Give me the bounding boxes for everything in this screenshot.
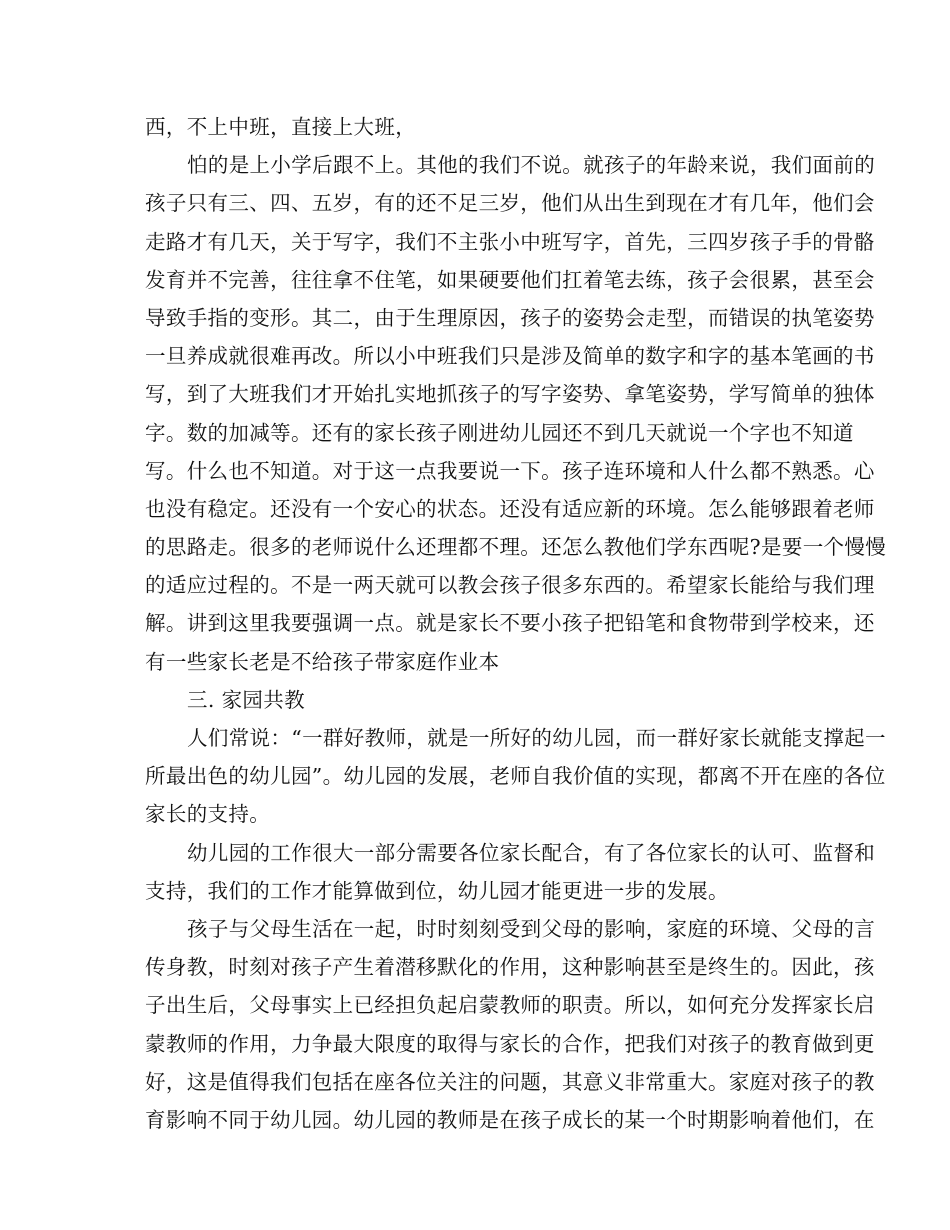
text-line: 西，不上中班，直接上大班， <box>145 115 417 139</box>
paragraph-start-line: 人们常说：“一群好教师，就是一所好的幼儿园，而一群好家长就能支撑起一 <box>187 726 886 750</box>
text-line: 解。讲到这里我要强调一点。就是家长不要小孩子把铅笔和食物带到学校来，还 <box>145 611 875 636</box>
text-line: 家长的支持。 <box>145 802 271 827</box>
paragraph-start-line: 幼儿园的工作很大一部分需要各位家长配合，有了各位家长的认可、监督和 <box>187 840 876 865</box>
text-line: 子出生后，父母事实上已经担负起启蒙教师的职责。所以，如何充分发挥家长启 <box>145 993 875 1018</box>
text-line: 的思路走。很多的老师说什么还理都不理。还怎么教他们学东西呢?是要一个慢慢 <box>145 535 887 560</box>
text-line: 好，这是值得我们包括在座各位关注的问题，其意义非常重大。家庭对孩子的教 <box>145 1069 875 1094</box>
text-line: 一旦养成就很难再改。所以小中班我们只是涉及简单的数字和字的基本笔画的书 <box>145 344 875 369</box>
paragraph-start-line: 三. 家园共教 <box>187 687 305 712</box>
text-line: 也没有稳定。还没有一个安心的状态。还没有适应新的环境。怎么能够跟着老师 <box>145 496 875 521</box>
document-text-body <box>145 108 887 1139</box>
text-line: 所最出色的幼儿园”。幼儿园的发展，老师自我价值的实现，都离不开在座的各位 <box>145 764 886 789</box>
paragraph-start-line: 怕的是上小学后跟不上。其他的我们不说。就孩子的年龄来说，我们面前的 <box>187 153 876 178</box>
text-line: 支持，我们的工作才能算做到位，幼儿园才能更进一步的发展。 <box>145 878 729 903</box>
text-line: 传身教，时刻对孩子产生着潜移默化的作用，这种影响甚至是终生的。因此，孩 <box>145 955 875 980</box>
text-line: 孩子只有三、四、五岁，有的还不足三岁，他们从出生到现在才有几年，他们会 <box>145 191 875 216</box>
text-line: 写。什么也不知道。对于这一点我要说一下。孩子连环境和人什么都不熟悉。心 <box>145 458 875 483</box>
text-line: 导致手指的变形。其二，由于生理原因，孩子的姿势会走型，而错误的执笔姿势 <box>145 305 875 330</box>
text-line: 发育并不完善，往往拿不住笔，如果硬要他们扛着笔去练，孩子会很累，甚至会 <box>145 267 875 292</box>
text-line: 育影响不同于幼儿园。幼儿园的教师是在孩子成长的某一个时期影响着他们，在 <box>145 1107 875 1132</box>
text-line: 字。数的加减等。还有的家长孩子刚进幼儿园还不到几天就说一个字也不知道 <box>145 420 854 445</box>
text-line: 蒙教师的作用，力争最大限度的取得与家长的合作，把我们对孩子的教育做到更 <box>145 1031 875 1056</box>
text-line: 走路才有几天，关于写字，我们不主张小中班写字，首先，三四岁孩子手的骨骼 <box>145 229 875 254</box>
text-line: 有一些家长老是不给孩子带家庭作业本 <box>145 649 500 674</box>
paragraph-start-line: 孩子与父母生活在一起，时时刻刻受到父母的影响，家庭的环境、父母的言 <box>187 916 876 941</box>
text-line: 的适应过程的。不是一两天就可以教会孩子很多东西的。希望家长能给与我们理 <box>145 573 875 598</box>
text-line: 写，到了大班我们才开始扎实地抓孩子的写字姿势、拿笔姿势，学写简单的独体 <box>145 382 875 407</box>
